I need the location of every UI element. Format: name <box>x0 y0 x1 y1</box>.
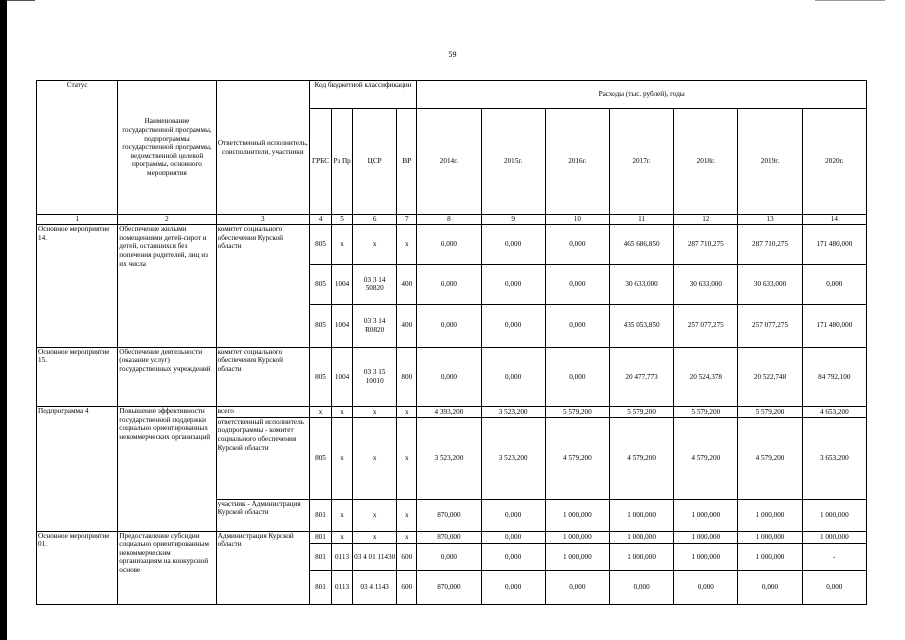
amount-cell: 287 710,275 <box>738 225 802 264</box>
header-grbs: ГРБС <box>309 108 331 214</box>
amount-cell: 870,000 <box>417 570 481 604</box>
amount-cell: 0,000 <box>417 264 481 304</box>
amount-cell: 0,000 <box>481 225 545 264</box>
table-row <box>37 407 867 418</box>
amount-cell: 0,000 <box>417 305 481 348</box>
rzpr-cell: 1004 <box>332 264 353 304</box>
amount-cell: 1 000,000 <box>738 499 802 531</box>
amount-cell: 4 579,200 <box>545 417 609 499</box>
grbs-cell: 805 <box>309 347 331 407</box>
amount-cell: 0,000 <box>802 264 866 304</box>
vr-cell: 400 <box>397 305 417 348</box>
amount-cell: 1 000,000 <box>545 499 609 531</box>
amount-cell: - <box>802 544 866 571</box>
column-number: 4 <box>309 215 331 225</box>
column-number: 1 <box>37 215 118 225</box>
amount-cell: 0,000 <box>545 305 609 348</box>
responsible-cell: Администрация Курской области <box>216 531 309 604</box>
status-cell: Основное мероприятие 14. <box>37 225 118 347</box>
column-number: 10 <box>545 215 609 225</box>
amount-cell: 257 077,275 <box>738 305 802 348</box>
header-budget-code: Код бюджетной классификации <box>309 81 416 109</box>
amount-cell: 4 579,200 <box>674 417 738 499</box>
csr-cell: 03 3 14 R0820 <box>353 305 397 348</box>
amount-cell: 1 000,000 <box>674 499 738 531</box>
header-year: 2018г. <box>674 108 738 214</box>
column-number: 14 <box>802 215 866 225</box>
amount-cell: 1 000,000 <box>674 531 738 544</box>
amount-cell: 20 477,773 <box>609 347 673 407</box>
column-number: 12 <box>674 215 738 225</box>
vr-cell: 600 <box>397 544 417 571</box>
header-year: 2016г. <box>545 108 609 214</box>
amount-cell: 5 579,200 <box>738 407 802 418</box>
csr-cell: 03 3 14 50820 <box>353 264 397 304</box>
amount-cell: 435 053,850 <box>609 305 673 348</box>
amount-cell: 1 000,000 <box>802 499 866 531</box>
vr-cell: х <box>397 417 417 499</box>
amount-cell: 3 653,200 <box>802 417 866 499</box>
column-number: 8 <box>417 215 481 225</box>
name-cell: Обеспечение деятельности (оказание услуг) государственных учреждений <box>118 347 216 407</box>
csr-cell: 03 3 15 10010 <box>353 347 397 407</box>
csr-cell: х <box>353 225 397 264</box>
grbs-cell: 805 <box>309 264 331 304</box>
csr-cell: х <box>353 531 397 544</box>
column-number: 13 <box>738 215 802 225</box>
scan-mark <box>815 0 885 1</box>
amount-cell: 5 579,200 <box>674 407 738 418</box>
table-row <box>37 347 867 407</box>
grbs-cell: 805 <box>309 417 331 499</box>
column-number: 11 <box>609 215 673 225</box>
grbs-cell: 801 <box>309 531 331 544</box>
scan-mark <box>7 0 35 1</box>
csr-cell: 03 4 1143 <box>353 570 397 604</box>
responsible-cell: комитет социального обеспечения Курской области <box>216 225 309 347</box>
rzpr-cell: 1004 <box>332 347 353 407</box>
header-status: Статус <box>37 81 118 215</box>
amount-cell: 0,000 <box>417 225 481 264</box>
amount-cell: 1 000,000 <box>609 531 673 544</box>
name-cell: Повышение эффективности государственной поддержки социально ориентированных некоммерческих организаций <box>118 407 216 531</box>
header-year: 2019г. <box>738 108 802 214</box>
amount-cell: 0,000 <box>417 544 481 571</box>
header-vr: ВР <box>397 108 417 214</box>
amount-cell: 0,000 <box>545 347 609 407</box>
csr-cell: х <box>353 499 397 531</box>
grbs-cell: 801 <box>309 570 331 604</box>
amount-cell: 30 633,000 <box>738 264 802 304</box>
vr-cell: х <box>397 499 417 531</box>
responsible-cell: комитет социального обеспечения Курской области <box>216 347 309 407</box>
amount-cell: 30 633,000 <box>609 264 673 304</box>
status-cell: Основное мероприятие 15. <box>37 347 118 407</box>
amount-cell: 4 579,200 <box>738 417 802 499</box>
amount-cell: 0,000 <box>417 347 481 407</box>
amount-cell: 5 579,200 <box>545 407 609 418</box>
amount-cell: 0,000 <box>802 570 866 604</box>
rzpr-cell: 0113 <box>332 570 353 604</box>
column-number-row <box>37 215 867 225</box>
column-number: 9 <box>481 215 545 225</box>
column-number: 5 <box>332 215 353 225</box>
header-year: 2017г. <box>609 108 673 214</box>
amount-cell: 3 523,200 <box>481 407 545 418</box>
amount-cell: 0,000 <box>481 544 545 571</box>
amount-cell: 84 792,100 <box>802 347 866 407</box>
amount-cell: 1 000,000 <box>738 544 802 571</box>
header-csr: ЦСР <box>353 108 397 214</box>
amount-cell: 465 686,850 <box>609 225 673 264</box>
page-number: 59 <box>448 50 457 59</box>
amount-cell: 0,000 <box>545 264 609 304</box>
amount-cell: 0,000 <box>609 570 673 604</box>
rzpr-cell: х <box>332 531 353 544</box>
amount-cell: 257 077,275 <box>674 305 738 348</box>
amount-cell: 1 000,000 <box>545 544 609 571</box>
table-row <box>37 225 867 264</box>
amount-cell: 4 653,200 <box>802 407 866 418</box>
scan-edge <box>0 0 7 640</box>
rzpr-cell: х <box>332 499 353 531</box>
table-row <box>37 531 867 544</box>
column-number: 6 <box>353 215 397 225</box>
grbs-cell: 801 <box>309 544 331 571</box>
grbs-cell: 805 <box>309 225 331 264</box>
header-expenses: Расходы (тыс. рублей), годы <box>417 81 867 109</box>
column-number: 2 <box>118 215 216 225</box>
name-cell: Обеспечение жилыми помещениями детей-сирот и детей, оставшихся без попечения родителей, лиц из их числа <box>118 225 216 347</box>
status-cell: Подпрограмма 4 <box>37 407 118 531</box>
amount-cell: 3 523,200 <box>481 417 545 499</box>
csr-cell: х <box>353 417 397 499</box>
budget-table <box>36 80 867 605</box>
csr-cell: х <box>353 407 397 418</box>
status-cell: Основное мероприятие 01. <box>37 531 118 604</box>
rzpr-cell: х <box>332 407 353 418</box>
amount-cell: 20 522,748 <box>738 347 802 407</box>
amount-cell: 30 633,000 <box>674 264 738 304</box>
responsible-cell: ответственный исполнитель подпрограммы - комитет социального обеспечения Курской области <box>216 417 309 499</box>
amount-cell: 1 000,000 <box>545 531 609 544</box>
amount-cell: 0,000 <box>545 570 609 604</box>
header-year: 2020г. <box>802 108 866 214</box>
grbs-cell: 801 <box>309 499 331 531</box>
responsible-cell: участник - Администрация Курской области <box>216 499 309 531</box>
amount-cell: 1 000,000 <box>674 544 738 571</box>
vr-cell: 400 <box>397 264 417 304</box>
amount-cell: 0,000 <box>481 305 545 348</box>
amount-cell: 287 710,275 <box>674 225 738 264</box>
amount-cell: 870,000 <box>417 531 481 544</box>
csr-cell: 03 4 01 11430 <box>353 544 397 571</box>
header-responsible: Ответственный исполнитель, соисполнители, участники <box>216 81 309 215</box>
amount-cell: 1 000,000 <box>738 531 802 544</box>
amount-cell: 20 524,378 <box>674 347 738 407</box>
amount-cell: 1 000,000 <box>609 544 673 571</box>
amount-cell: 4 579,200 <box>609 417 673 499</box>
rzpr-cell: х <box>332 417 353 499</box>
amount-cell: 1 000,000 <box>802 531 866 544</box>
rzpr-cell: 1004 <box>332 305 353 348</box>
amount-cell: 0,000 <box>481 570 545 604</box>
header-year: 2014г. <box>417 108 481 214</box>
grbs-cell: 805 <box>309 305 331 348</box>
amount-cell: 0,000 <box>674 570 738 604</box>
responsible-cell: всего <box>216 407 309 418</box>
rzpr-cell: х <box>332 225 353 264</box>
amount-cell: 0,000 <box>738 570 802 604</box>
amount-cell: 4 393,200 <box>417 407 481 418</box>
column-number: 7 <box>397 215 417 225</box>
amount-cell: 5 579,200 <box>609 407 673 418</box>
amount-cell: 0,000 <box>545 225 609 264</box>
amount-cell: 171 480,000 <box>802 305 866 348</box>
amount-cell: 0,000 <box>481 531 545 544</box>
vr-cell: 600 <box>397 570 417 604</box>
amount-cell: 0,000 <box>481 499 545 531</box>
header-rzpr: Рз Пр <box>332 108 353 214</box>
vr-cell: х <box>397 225 417 264</box>
vr-cell: х <box>397 407 417 418</box>
header-name: Наименование государственной программы, подпрограммы государственной программы, ведомственной целевой программы, основного мероприятия <box>118 81 216 215</box>
amount-cell: 1 000,000 <box>609 499 673 531</box>
header-year: 2015г. <box>481 108 545 214</box>
amount-cell: 3 523,200 <box>417 417 481 499</box>
name-cell: Предоставление субсидии социально ориентированным некоммерческим организациям на конкурсной основе <box>118 531 216 604</box>
rzpr-cell: 0113 <box>332 544 353 571</box>
vr-cell: 800 <box>397 347 417 407</box>
vr-cell: х <box>397 531 417 544</box>
amount-cell: 870,000 <box>417 499 481 531</box>
amount-cell: 0,000 <box>481 347 545 407</box>
column-number: 3 <box>216 215 309 225</box>
amount-cell: 171 480,000 <box>802 225 866 264</box>
amount-cell: 0,000 <box>481 264 545 304</box>
grbs-cell: х <box>309 407 331 418</box>
